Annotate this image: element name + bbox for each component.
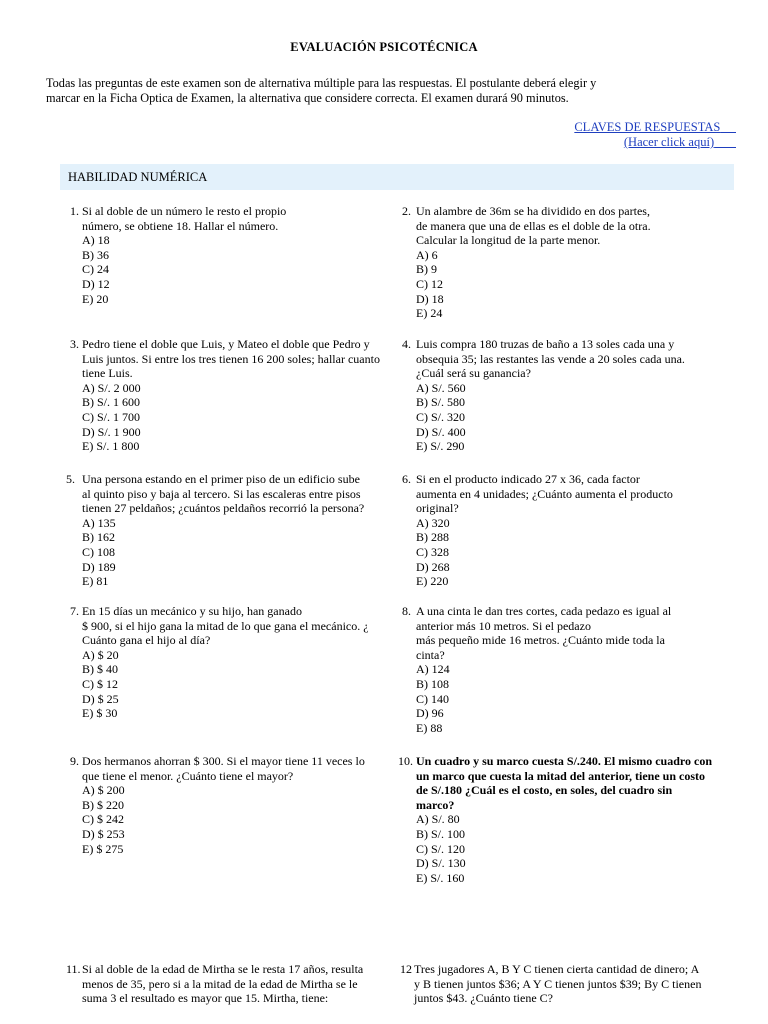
question-line: Un cuadro y su marco cuesta S/.240. El mismo cuadro con xyxy=(416,754,713,768)
answer-options xyxy=(82,233,390,306)
question-line: un marco que cuesta la mitad del anterior, tiene un costo xyxy=(416,768,705,783)
question-line: A una cinta le dan tres cortes, cada pedazo es igual al xyxy=(416,604,672,618)
question-line: Una persona estando en el primer piso de un edificio sube xyxy=(82,472,360,486)
question-line: al quinto piso y baja al tercero. Si las escaleras entre pisos xyxy=(82,486,361,501)
answer-option: D) S/. 400 xyxy=(416,424,466,439)
question-line: ¿Cuál será su ganancia? xyxy=(416,366,531,381)
question-line: $ 900, si el hijo gana la mitad de lo que gana el mecánico. ¿ xyxy=(82,618,369,633)
question-text xyxy=(416,204,702,248)
question-text xyxy=(82,754,390,783)
question-number: 12 xyxy=(400,962,412,976)
answer-option: D) 12 xyxy=(82,276,110,291)
question-line: Si al doble de un número le resto el propio xyxy=(82,204,287,218)
question-8 xyxy=(402,604,702,735)
question-line: obsequia 35; las restantes las vende a 20 soles cada una. xyxy=(416,351,685,366)
answer-option: D) S/. 130 xyxy=(416,856,466,871)
question-line: tienen 27 peldaños; ¿cuántos peldaños recorrió la persona? xyxy=(82,501,365,516)
question-number: 5. xyxy=(66,472,75,486)
question-line: Luis compra 180 truzas de baño a 13 soles cada una y xyxy=(416,337,675,351)
answer-option: E) S/. 1 800 xyxy=(82,439,140,454)
answer-option: E) S/. 160 xyxy=(416,870,465,885)
question-line: Calcular la longitud de la parte menor. xyxy=(416,233,601,248)
question-number: 10. xyxy=(398,754,413,768)
question-line: En 15 días un mecánico y su hijo, han ganado xyxy=(82,604,302,618)
answer-option: D) 96 xyxy=(416,706,444,721)
answer-option: B) 36 xyxy=(82,247,109,262)
question-line: de manera que una de ellas es el doble de la otra. xyxy=(416,218,651,233)
question-6 xyxy=(402,472,702,589)
question-text xyxy=(82,604,390,648)
answer-option: D) 268 xyxy=(416,559,450,574)
answer-option: B) $ 220 xyxy=(82,797,124,812)
answer-option: E) 220 xyxy=(416,574,449,589)
answer-option: C) S/. 1 700 xyxy=(82,409,141,424)
intro-line: Todas las preguntas de este examen son de alternativa múltiple para las respuestas. El postulante deberá elegir y xyxy=(46,76,597,90)
answer-option: D) 18 xyxy=(416,291,444,306)
question-number: 9. xyxy=(70,754,79,768)
answer-option: B) 108 xyxy=(416,676,449,691)
section-header: HABILIDAD NUMÉRICA xyxy=(60,164,734,190)
question-7 xyxy=(70,604,390,721)
answer-option: B) $ 40 xyxy=(82,662,118,677)
question-line: cinta? xyxy=(416,647,445,662)
question-10 xyxy=(398,754,732,885)
question-line: Luis juntos. Si entre los tres tienen 16 200 soles; hallar cuanto xyxy=(82,351,380,366)
answer-option: A) $ 20 xyxy=(82,647,119,662)
answer-options xyxy=(416,812,732,885)
question-number: 4. xyxy=(402,337,411,351)
answer-options xyxy=(82,648,390,721)
answer-option: B) 162 xyxy=(82,530,115,545)
answer-option: E) 24 xyxy=(416,306,443,321)
answer-key-label[interactable]: CLAVES DE RESPUESTAS xyxy=(574,120,721,134)
answer-option: C) 140 xyxy=(416,691,449,706)
question-text xyxy=(416,604,702,662)
question-line: que tiene el menor. ¿Cuánto tiene el mayor? xyxy=(82,768,294,783)
answer-option: C) $ 242 xyxy=(82,812,124,827)
question-number: 1. xyxy=(70,204,79,218)
question-4 xyxy=(402,337,702,454)
question-text xyxy=(416,472,702,516)
answer-option: C) $ 12 xyxy=(82,676,118,691)
question-9 xyxy=(70,754,390,856)
question-line: Si al doble de la edad de Mirtha se le resta 17 años, resulta xyxy=(82,962,364,976)
answer-option: E) 81 xyxy=(82,574,109,589)
answer-option: A) 124 xyxy=(416,662,450,677)
question-line: de S/.180 ¿Cuál es el costo, en soles, del cuadro sin xyxy=(416,783,673,798)
question-line: más pequeño mide 16 metros. ¿Cuánto mide toda la xyxy=(416,633,665,648)
answer-option: A) S/. 80 xyxy=(416,812,460,827)
question-line: Un alambre de 36m se ha dividido en dos partes, xyxy=(416,204,650,218)
document-title: EVALUACIÓN PSICOTÉCNICA xyxy=(290,40,478,54)
answer-option: B) S/. 100 xyxy=(416,826,466,841)
question-2 xyxy=(402,204,702,321)
question-3 xyxy=(70,337,398,454)
answer-option: D) $ 25 xyxy=(82,691,119,706)
question-line: Tres jugadores A, B Y C tienen cierta cantidad de dinero; A xyxy=(414,962,700,976)
question-line: marco? xyxy=(416,797,455,812)
question-12 xyxy=(400,962,730,1006)
question-line: Pedro tiene el doble que Luis, y Mateo el doble que Pedro y xyxy=(82,337,370,351)
question-line: original? xyxy=(416,501,459,516)
question-11 xyxy=(66,962,396,1006)
question-line: juntos $43. ¿Cuánto tiene C? xyxy=(414,991,553,1006)
answer-option: C) 12 xyxy=(416,276,443,291)
answer-options xyxy=(416,248,702,321)
answer-option: C) S/. 320 xyxy=(416,409,466,424)
answer-option: E) $ 275 xyxy=(82,841,124,856)
question-line: y B tienen juntos $36; A Y C tienen juntos $39; By C tienen xyxy=(414,976,702,991)
question-text xyxy=(414,962,730,1006)
answer-option: E) S/. 290 xyxy=(416,439,465,454)
answer-option: E) 88 xyxy=(416,720,443,735)
question-line: tiene Luis. xyxy=(82,366,133,381)
answer-option: C) 108 xyxy=(82,544,115,559)
question-line: menos de 35, pero si a la mitad de la edad de Mirtha se le xyxy=(82,976,358,991)
answer-options xyxy=(82,516,398,589)
question-line: Cuánto gana el hijo al día? xyxy=(82,633,211,648)
answer-option: B) S/. 580 xyxy=(416,395,466,410)
answer-key-hint[interactable]: (Hacer click aquí) xyxy=(623,135,715,149)
answer-option: E) $ 30 xyxy=(82,706,118,721)
question-text xyxy=(82,962,396,1006)
intro-line: marcar en la Ficha Optica de Examen, la alternativa que considere correcta. El examen durará 90 minutos. xyxy=(46,91,569,105)
question-number: 6. xyxy=(402,472,411,486)
answer-options xyxy=(416,381,702,454)
answer-option: A) 18 xyxy=(82,233,110,248)
question-number: 2. xyxy=(402,204,411,218)
answer-option: B) 9 xyxy=(416,262,437,277)
answer-option: C) 328 xyxy=(416,544,449,559)
question-text xyxy=(82,337,398,381)
question-number: 11. xyxy=(66,962,81,976)
question-line: suma 3 el resultado es mayor que 15. Mirtha, tiene: xyxy=(82,991,329,1006)
answer-option: A) S/. 560 xyxy=(416,380,466,395)
answer-option: A) 320 xyxy=(416,515,450,530)
answer-option: D) 189 xyxy=(82,559,116,574)
answer-option: A) 6 xyxy=(416,247,438,262)
question-line: aumenta en 4 unidades; ¿Cuánto aumenta el producto xyxy=(416,486,673,501)
question-text xyxy=(416,754,732,812)
question-number: 3. xyxy=(70,337,79,351)
question-5 xyxy=(66,472,398,589)
question-number: 7. xyxy=(70,604,79,618)
intro-paragraph xyxy=(46,76,726,106)
answer-option: D) S/. 1 900 xyxy=(82,424,141,439)
answer-option: D) $ 253 xyxy=(82,826,125,841)
answer-option: A) S/. 2 000 xyxy=(82,380,141,395)
answer-option: C) 24 xyxy=(82,262,109,277)
answer-options xyxy=(416,662,702,735)
question-1 xyxy=(70,204,390,306)
answer-options xyxy=(82,783,390,856)
question-line: Si en el producto indicado 27 x 36, cada factor xyxy=(416,472,640,486)
answer-option: A) 135 xyxy=(82,515,116,530)
answer-option: E) 20 xyxy=(82,291,109,306)
answer-option: B) 288 xyxy=(416,530,449,545)
answer-option: C) S/. 120 xyxy=(416,841,466,856)
question-number: 8. xyxy=(402,604,411,618)
answer-options xyxy=(416,516,702,589)
question-line: Dos hermanos ahorran $ 300. Si el mayor tiene 11 veces lo xyxy=(82,754,365,768)
question-text xyxy=(82,204,390,233)
answer-key-link[interactable] xyxy=(574,120,736,150)
question-text xyxy=(416,337,702,381)
answer-option: B) S/. 1 600 xyxy=(82,395,141,410)
answer-options xyxy=(82,381,398,454)
answer-option: A) $ 200 xyxy=(82,783,125,798)
question-line: anterior más 10 metros. Si el pedazo xyxy=(416,618,591,633)
question-line: número, se obtiene 18. Hallar el número. xyxy=(82,218,279,233)
question-text xyxy=(82,472,398,516)
